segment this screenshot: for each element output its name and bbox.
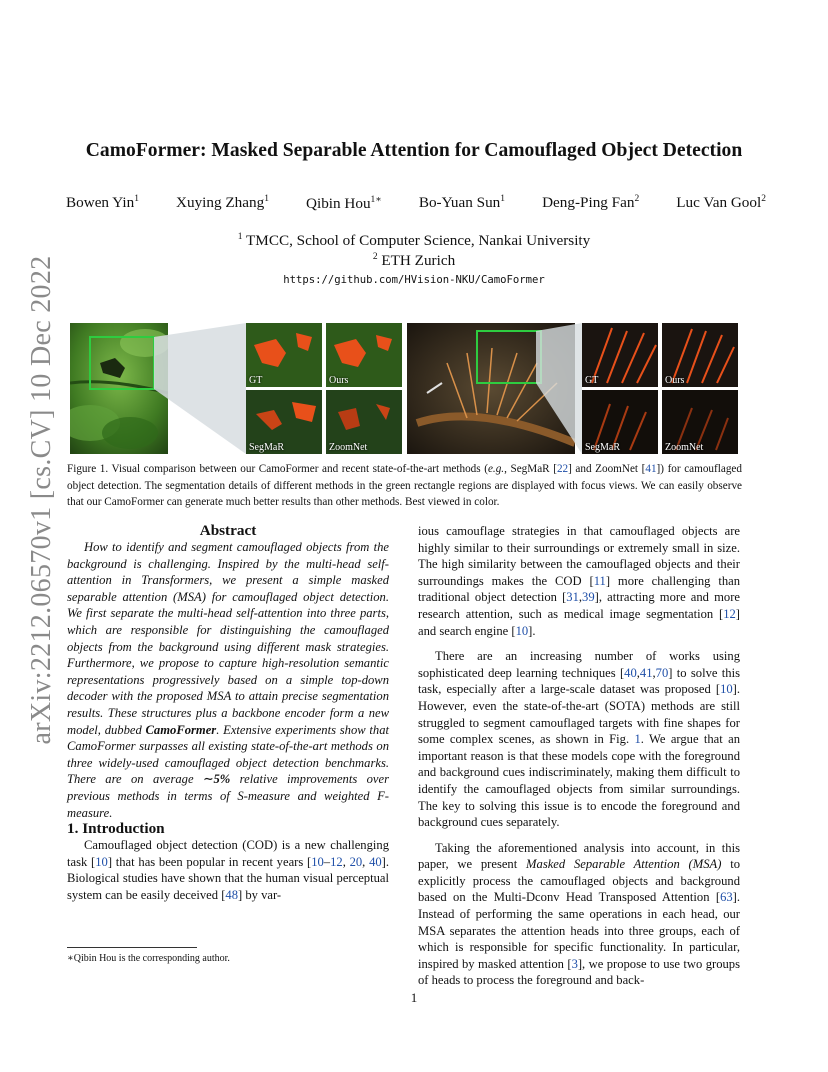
mask-panel: [326, 390, 402, 454]
focus-fan: [154, 323, 246, 454]
citation-link[interactable]: 12: [723, 606, 736, 621]
author: Bo-Yuan Sun$^1$: [418, 194, 506, 212]
body-paragraph: Taking the aforementioned analysis into account, in this paper, we present Masked Separable Attention (MSA) to explicitly process the camouflaged objects and background based on the Multi-Dconv Head Transposed Attention [63]. Instead of performing the same operations in each head, our MSA separates the attention heads into three groups, each of which is responsible for specific functionality. In particular, inspired by masked attention [3], we propose to use two groups of heads to process the foreground and back-: [418, 840, 741, 988]
affiliation: $^1$ TMCC, School of Computer Science, Nankai University: [237, 232, 591, 250]
affiliation: $^2$ ETH Zurich: [372, 252, 456, 270]
ours-label: Ours: [329, 375, 349, 386]
ours-label: Ours: [665, 375, 685, 386]
figure-caption: Figure 1. Visual comparison between our CamoFormer and recent state-of-the-art methods (e.g., SegMaR [22] and ZoomNet [41]) for camouflaged object detection. The segmentation details of different methods in the green rectangle regions are displayed with focus views. We can easily observe that our CamoFormer can generate much better results than other methods. Best viewed in color.: [67, 463, 742, 508]
citation-link[interactable]: 48: [225, 887, 238, 902]
body-paragraph: ious camouflage strategies in that camouflaged objects are highly similar to their surroundings or extremely small in size. The high similarity between the camouflaged objects and their surroundings makes the COD [11] more challenging than traditional object detection [31,39], attracting more and more research attention, such as medical image segmentation [12] and search engine [10].: [418, 524, 741, 638]
author: Qibin Hou$^{1∗}$: [306, 195, 382, 213]
zoomnet-label: ZoomNet: [665, 442, 704, 453]
mask-panel: [246, 390, 322, 454]
citation-link[interactable]: 70: [655, 665, 669, 680]
figure-reference-link[interactable]: 1: [634, 732, 641, 747]
citation-link[interactable]: 40: [369, 854, 382, 869]
segmar-label: SegMaR: [585, 442, 620, 453]
arxiv-watermark: arXiv:2212.06570v1 [cs.CV] 10 Dec 2022: [26, 255, 57, 745]
citation-link[interactable]: 22: [556, 463, 569, 475]
footnote: ∗Qibin Hou is the corresponding author.: [67, 953, 230, 964]
abstract-text: How to identify and segment camouflaged objects from the background is challenging. Inspired by the multi-head self-attention in Transformers, we present a simple masked separable attention (MSA) for camouflaged object detection. We first separate the multi-head self-attention into three parts, which are responsible for distinguishing the camouflaged objects from the background using different mask strategies. Furthermore, we propose to capture high-resolution semantic representations progressively based on a simple top-down decoder with the proposed MSA to attain precise segmentation results. These structures plus a backbone encoder form a new model, dubbed CamoFormer. Extensive experiments show that CamoFormer surpasses all existing state-of-the-art methods on three widely-used camouflaged object detection benchmarks. There are on average ∼5% relative improvements over previous methods in terms of S-measure and weighted F-measure.: [67, 540, 390, 820]
abstract-heading: Abstract: [199, 522, 257, 539]
author: Xuying Zhang$^1$: [176, 194, 269, 212]
citation-link[interactable]: 3: [571, 956, 578, 971]
author-list: [66, 194, 766, 213]
section-heading-introduction: 1. Introduction: [67, 820, 165, 838]
citation-link[interactable]: 41: [639, 665, 653, 680]
github-link[interactable]: https://github.com/HVision-NKU/CamoFormer: [283, 274, 545, 286]
mask-panel: [582, 390, 658, 454]
mask-panel: [326, 323, 402, 387]
footnote-rule: [67, 947, 197, 948]
citation-link[interactable]: 31: [566, 590, 579, 605]
author: Luc Van Gool$^2$: [676, 194, 766, 212]
right-column: [418, 523, 740, 989]
citation-link[interactable]: 20: [349, 854, 363, 869]
author: Deng-Ping Fan$^2$: [542, 194, 640, 212]
citation-link[interactable]: 63: [720, 890, 733, 905]
figure-1: [70, 323, 710, 454]
zoomnet-label: ZoomNet: [329, 442, 368, 453]
gt-label: GT: [249, 375, 263, 386]
author: Bowen Yin$^1$: [66, 194, 139, 212]
citation-link[interactable]: 10: [95, 854, 108, 869]
citation-link[interactable]: 11: [593, 573, 606, 588]
citation-link[interactable]: 41: [645, 463, 657, 475]
intro-paragraph: Camouflaged object detection (COD) is a new challenging task [10] that has been popular in recent years [10–12, 20, 40]. Biological studies have shown that the human visual perceptual system can be easily deceived [48] by var-: [67, 838, 389, 902]
mask-panel: [662, 323, 738, 387]
citation-link[interactable]: 40: [624, 665, 637, 680]
citation-link[interactable]: 10: [311, 854, 324, 869]
paper-title: CamoFormer: Masked Separable Attention for Camouflaged Object Detection: [85, 140, 743, 161]
citation-link[interactable]: 10: [515, 623, 529, 638]
mask-panel: [662, 390, 738, 454]
mask-panel: [246, 323, 322, 387]
mask-panel: [582, 323, 658, 387]
page-number: 1: [410, 990, 418, 1005]
gt-label: GT: [585, 375, 599, 386]
segmar-label: SegMaR: [249, 442, 284, 453]
left-column: [67, 523, 389, 903]
focus-fan: [536, 323, 582, 454]
body-paragraph: There are an increasing number of works using sophisticated deep learning techniques [40,41,70] to solve this task, especially after a large-scale dataset was proposed [10]. However, even the state-of-the-art (SOTA) methods are still struggled to segment camouflaged targets with fine shapes for some complex scenes, as shown in Fig. 1. We argue that an important reason is that these models cope with the foreground and background cues indiscriminately, making them difficult to identify the camouflaged objects from similar surroundings. The key to solving this issue is to encode the foreground and background cues separately.: [418, 649, 740, 830]
citation-link[interactable]: 12: [330, 854, 343, 869]
citation-link[interactable]: 10: [720, 682, 733, 697]
citation-link[interactable]: 39: [582, 590, 595, 605]
